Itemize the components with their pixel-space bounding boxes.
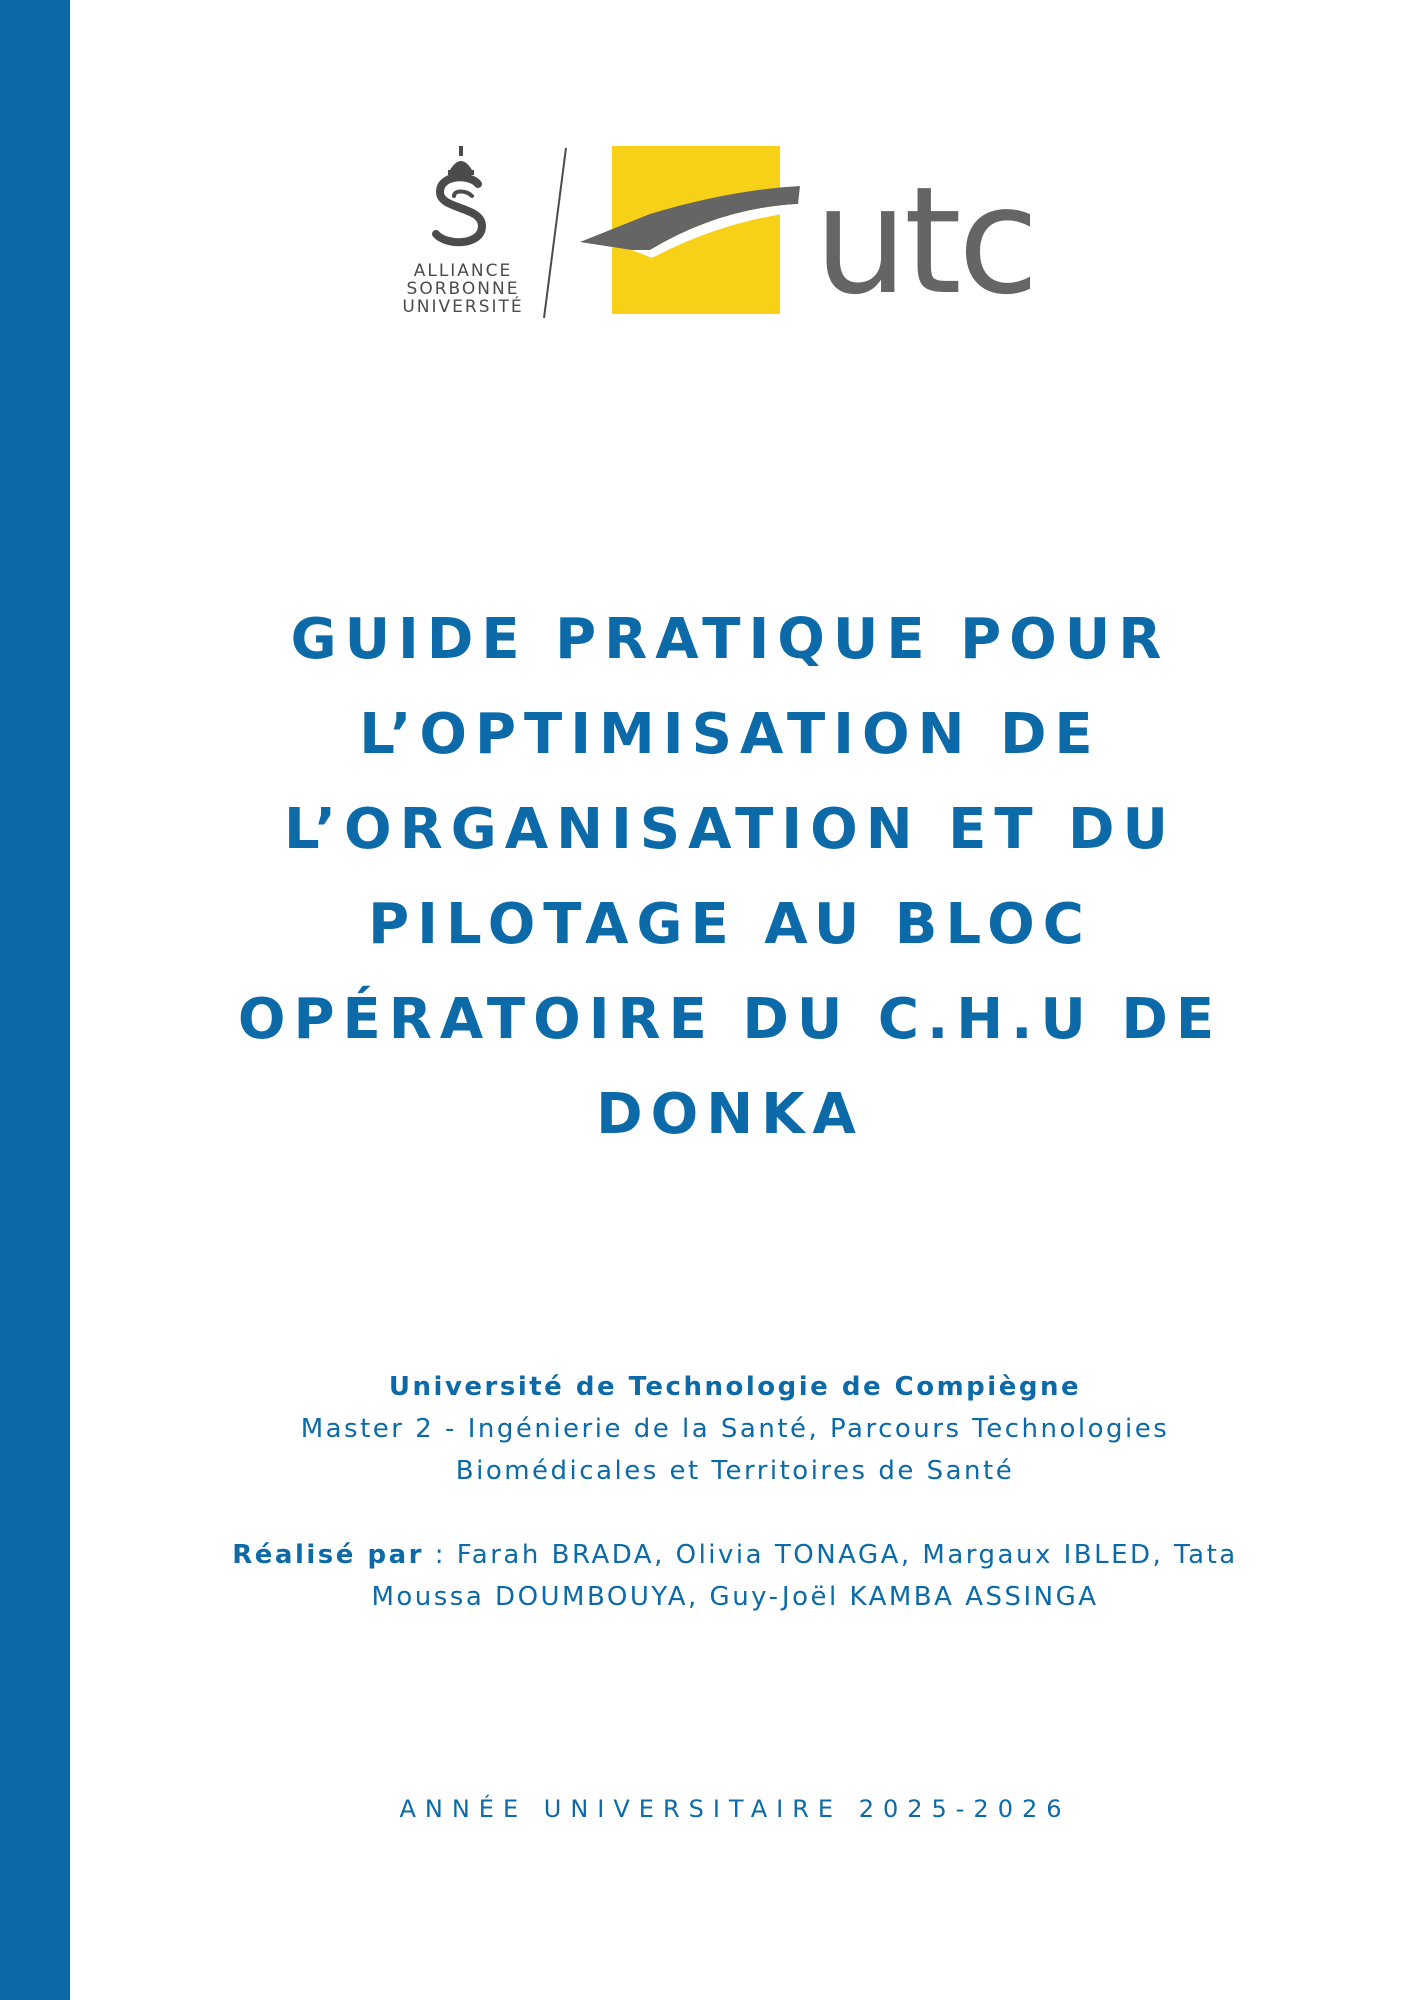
authors-line-1 [120, 1534, 1350, 1576]
program-line-1: Master 2 - Ingénierie de la Santé, Parcours Technologies [300, 1414, 1170, 1444]
sorbonne-line-1: ALLIANCE [413, 261, 513, 281]
title-line-2: L’OPTIMISATION DE [359, 702, 1101, 767]
program-line-2: Biomédicales et Territoires de Santé [455, 1456, 1015, 1486]
title-line-6: DONKA [596, 1082, 864, 1147]
logo-divider [540, 148, 570, 318]
info-block [120, 1366, 1350, 1618]
university-name: Université de Technologie de Compiègne [388, 1372, 1082, 1402]
utc-roof-icon [580, 146, 800, 314]
alliance-sorbonne-logo [388, 140, 538, 330]
title-line-1: GUIDE PRATIQUE POUR [290, 607, 1170, 672]
sorbonne-s-emblem-icon [426, 140, 496, 250]
title-line-5: OPÉRATOIRE DU C.H.U DE [237, 987, 1223, 1052]
utc-logo [580, 146, 1080, 327]
academic-year: ANNÉE UNIVERSITAIRE 2025-2026 [399, 1795, 1071, 1823]
authors-line-2: Moussa DOUMBOUYA, Guy-Joël KAMBA ASSINGA [371, 1582, 1099, 1612]
sorbonne-wordmark [388, 262, 538, 316]
title-line-3: L’ORGANISATION ET DU [283, 797, 1177, 862]
sorbonne-line-2: SORBONNE [406, 279, 520, 299]
authors-names-1: : Farah BRADA, Olivia TONAGA, Margaux IBLED, Tata [423, 1540, 1238, 1570]
title-line-4: PILOTAGE AU BLOC [368, 892, 1092, 957]
utc-wordmark: utc [814, 155, 1036, 327]
authors-block [120, 1534, 1350, 1618]
sorbonne-line-3: UNIVERSITÉ [402, 297, 524, 317]
document-title [110, 592, 1350, 1162]
authors-label: Réalisé par [232, 1540, 424, 1570]
logo-row [0, 140, 1414, 330]
